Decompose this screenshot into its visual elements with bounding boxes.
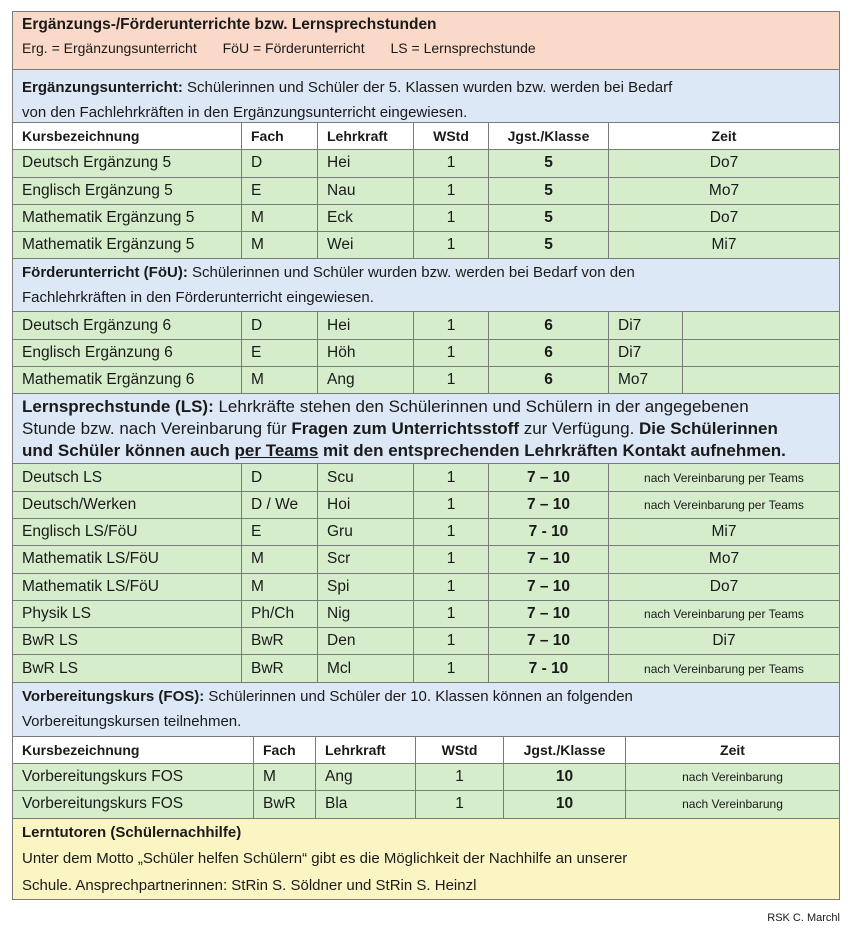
cell-wstd: 1 (414, 464, 489, 490)
fos-label: Vorbereitungskurs (FOS): (22, 687, 205, 705)
cell-fach: BwR (242, 628, 318, 654)
lern-text-2: Stunde bzw. nach Vereinbarung für (22, 419, 292, 439)
cell-empty (683, 312, 839, 338)
cell-fach: M (242, 205, 318, 231)
cell-fach: M (242, 367, 318, 393)
cell-lehrkraft: Eck (318, 205, 414, 231)
tutoren-title: Lerntutoren (Schülernachhilfe) (22, 823, 242, 841)
col-jgst: Jgst./Klasse (489, 123, 609, 149)
table-row (13, 574, 839, 601)
cell-zeit: nach Vereinbarung (682, 797, 783, 812)
cell-zeit: Di7 (609, 312, 683, 338)
tutoren-text-2: Schule. Ansprechpartnerinnen: StRin S. Söldner und StRin S. Heinzl (22, 876, 477, 894)
cell-jgst: 10 (504, 791, 626, 817)
foerder-text-1: Schülerinnen und Schüler wurden bzw. werden bei Bedarf von den (187, 264, 635, 282)
cell-fach: BwR (254, 791, 316, 817)
lern-rows (13, 464, 839, 682)
col-lehrkraft: Lehrkraft (318, 123, 414, 149)
cell-jgst: 7 – 10 (489, 601, 609, 627)
cell-zeit: Do7 (709, 154, 739, 172)
cell-jgst: 6 (489, 340, 609, 366)
lern-text-3a: und Schüler können auch (22, 441, 235, 461)
cell-wstd: 1 (414, 519, 489, 545)
cell-wstd: 1 (414, 628, 489, 654)
lern-text-2-bold: Fragen zum Unterrichtsstoff (291, 419, 519, 439)
cell-wstd: 1 (414, 178, 489, 204)
cell-wstd: 1 (414, 574, 489, 600)
table-row (13, 628, 839, 655)
cell-kurs: Mathematik Ergänzung 6 (13, 367, 242, 393)
cell-lehrkraft: Gru (318, 519, 414, 545)
cell-wstd: 1 (416, 764, 504, 790)
table-row (13, 791, 839, 818)
cell-lehrkraft: Mcl (318, 655, 414, 681)
cell-jgst: 6 (489, 367, 609, 393)
cell-zeit: Mi7 (711, 523, 737, 541)
cell-wstd: 1 (414, 601, 489, 627)
cell-wstd: 1 (414, 655, 489, 681)
col-fach-2: Fach (254, 737, 316, 763)
cell-lehrkraft: Ang (318, 367, 414, 393)
cell-jgst: 7 – 10 (489, 492, 609, 518)
table-row (13, 519, 839, 546)
cell-kurs: Deutsch LS (13, 464, 242, 490)
cell-fach: M (242, 232, 318, 258)
cell-kurs: Deutsch Ergänzung 6 (13, 312, 242, 338)
fos-text-2: Vorbereitungskursen teilnehmen. (22, 712, 242, 730)
col-wstd-2: WStd (416, 737, 504, 763)
cell-kurs: Vorbereitungskurs FOS (13, 764, 254, 790)
cell-empty (683, 340, 839, 366)
cell-fach: M (254, 764, 316, 790)
cell-wstd: 1 (414, 340, 489, 366)
cell-lehrkraft: Nig (318, 601, 414, 627)
cell-lehrkraft: Hei (318, 150, 414, 176)
cell-jgst: 7 – 10 (489, 574, 609, 600)
cell-zeit: nach Vereinbarung per Teams (644, 607, 804, 621)
cell-zeit: Di7 (609, 340, 683, 366)
cell-fach: Ph/Ch (242, 601, 318, 627)
cell-jgst: 5 (489, 178, 609, 204)
cell-lehrkraft: Den (318, 628, 414, 654)
cell-fach: E (242, 340, 318, 366)
col-fach: Fach (242, 123, 318, 149)
cell-kurs: Mathematik LS/FöU (13, 574, 242, 600)
lern-text-1: Lehrkräfte stehen den Schülerinnen und Schülern in der angegebenen (213, 397, 749, 417)
cell-wstd: 1 (414, 232, 489, 258)
cell-wstd: 1 (414, 205, 489, 231)
cell-lehrkraft: Ang (316, 764, 416, 790)
ergaenzung-rows (13, 150, 839, 259)
cell-zeit: nach Vereinbarung per Teams (644, 661, 804, 676)
cell-wstd: 1 (416, 791, 504, 817)
cell-fach: D (242, 464, 318, 490)
cell-fach: M (242, 574, 318, 600)
cell-zeit: Mi7 (711, 236, 737, 254)
cell-lehrkraft: Wei (318, 232, 414, 258)
ergaenzung-description (13, 70, 839, 123)
cell-lehrkraft: Scr (318, 546, 414, 572)
fos-text-1: Schülerinnen und Schüler der 10. Klassen können an folgenden (204, 687, 633, 705)
lern-text-2c: zur Verfügung. (519, 419, 640, 439)
col-lehrkraft-2: Lehrkraft (316, 737, 416, 763)
cell-jgst: 5 (489, 150, 609, 176)
lern-description (13, 394, 839, 464)
table-row (13, 205, 839, 232)
legend-foeu: FöU = Förderunterricht (222, 40, 365, 56)
lern-label: Lernsprechstunde (LS): (22, 397, 214, 417)
cell-fach: E (242, 178, 318, 204)
table-row (13, 150, 839, 177)
cell-wstd: 1 (414, 546, 489, 572)
cell-lehrkraft: Bla (316, 791, 416, 817)
col-kurs: Kursbezeichnung (13, 123, 242, 149)
foerder-text-2: Fachlehrkräften in den Förderunterricht eingewiesen. (22, 289, 374, 307)
table-row (13, 492, 839, 519)
cell-fach: M (242, 546, 318, 572)
col-jgst-2: Jgst./Klasse (504, 737, 626, 763)
legend-ls: LS = Lernsprechstunde (390, 40, 536, 56)
cell-kurs: Mathematik Ergänzung 5 (13, 205, 242, 231)
table-row (13, 367, 839, 394)
cell-jgst: 7 - 10 (489, 519, 609, 545)
cell-zeit: Di7 (712, 632, 736, 650)
cell-kurs: Englisch Ergänzung 5 (13, 178, 242, 204)
table-row (13, 340, 839, 367)
col-wstd: WStd (414, 123, 489, 149)
cell-kurs: Mathematik Ergänzung 5 (13, 232, 242, 258)
cell-lehrkraft: Hei (318, 312, 414, 338)
cell-zeit: nach Vereinbarung (682, 770, 783, 785)
page-title: Ergänzungs-/Förderunterrichte bzw. Lernsprechstunden (22, 16, 437, 33)
cell-kurs: Physik LS (13, 601, 242, 627)
header-block (13, 12, 839, 70)
table-header-2 (13, 737, 839, 764)
col-zeit-2: Zeit (720, 741, 745, 758)
cell-lehrkraft: Höh (318, 340, 414, 366)
cell-jgst: 6 (489, 312, 609, 338)
col-zeit: Zeit (711, 128, 737, 145)
cell-kurs: Englisch Ergänzung 6 (13, 340, 242, 366)
lern-text-3b: mit den entsprechenden Lehrkräften Kontakt aufnehmen. (318, 441, 786, 461)
cell-jgst: 7 – 10 (489, 546, 609, 572)
table-row (13, 601, 839, 628)
table-row (13, 178, 839, 205)
cell-fach: BwR (242, 655, 318, 681)
cell-zeit: Do7 (709, 209, 739, 227)
foerder-rows (13, 312, 839, 394)
foerder-label: Förderunterricht (FöU): (22, 264, 188, 282)
cell-jgst: 5 (489, 232, 609, 258)
cell-jgst: 7 – 10 (489, 464, 609, 490)
cell-kurs: Englisch LS/FöU (13, 519, 242, 545)
cell-fach: D (242, 150, 318, 176)
table-row (13, 312, 839, 339)
ergaenzung-label: Ergänzungsunterricht: (22, 79, 183, 96)
schedule-sheet (12, 11, 840, 900)
cell-kurs: Mathematik LS/FöU (13, 546, 242, 572)
cell-kurs: Deutsch/Werken (13, 492, 242, 518)
tutoren-text-1: Unter dem Motto „Schüler helfen Schülern“ gibt es die Möglichkeit der Nachhilfe an unserer (22, 850, 628, 868)
cell-zeit: Mo7 (708, 181, 740, 199)
lern-text-3-teams: per Teams (234, 441, 319, 461)
cell-lehrkraft: Hoi (318, 492, 414, 518)
table-row (13, 764, 839, 791)
cell-wstd: 1 (414, 492, 489, 518)
cell-jgst: 10 (504, 764, 626, 790)
cell-jgst: 7 - 10 (489, 655, 609, 681)
cell-jgst: 7 – 10 (489, 628, 609, 654)
cell-kurs: Vorbereitungskurs FOS (13, 791, 254, 817)
cell-lehrkraft: Spi (318, 574, 414, 600)
tutoren-block (13, 819, 839, 899)
legend-erg: Erg. = Ergänzungsunterricht (22, 40, 197, 56)
table-row (13, 232, 839, 259)
lern-text-2-bold-2: Die Schülerinnen (639, 419, 778, 439)
table-row (13, 655, 839, 682)
cell-kurs: BwR LS (13, 628, 242, 654)
foerder-description (13, 259, 839, 312)
cell-fach: E (242, 519, 318, 545)
cell-zeit: Mo7 (609, 367, 683, 393)
cell-zeit: Mo7 (708, 550, 740, 568)
cell-wstd: 1 (414, 367, 489, 393)
cell-lehrkraft: Nau (318, 178, 414, 204)
fos-description (13, 683, 839, 737)
cell-empty (683, 367, 839, 393)
table-row (13, 464, 839, 491)
col-kurs-2: Kursbezeichnung (13, 737, 254, 763)
legend (13, 37, 839, 69)
table-header-1 (13, 123, 839, 150)
cell-kurs: BwR LS (13, 655, 242, 681)
fos-rows (13, 764, 839, 819)
cell-jgst: 5 (489, 205, 609, 231)
cell-fach: D (242, 312, 318, 338)
cell-zeit: nach Vereinbarung per Teams (644, 497, 804, 512)
cell-zeit: nach Vereinbarung per Teams (644, 470, 804, 485)
footer-credit: RSK C. Marchl (767, 912, 840, 924)
ergaenzung-text-2: von den Fachlehrkräften in den Ergänzungsunterricht eingewiesen. (22, 104, 468, 121)
cell-lehrkraft: Scu (318, 464, 414, 490)
cell-zeit: Do7 (709, 577, 739, 595)
cell-fach: D / We (242, 492, 318, 518)
cell-wstd: 1 (414, 150, 489, 176)
cell-kurs: Deutsch Ergänzung 5 (13, 150, 242, 176)
ergaenzung-text-1: Schülerinnen und Schüler der 5. Klassen wurden bzw. werden bei Bedarf (182, 79, 673, 96)
table-row (13, 546, 839, 573)
cell-wstd: 1 (414, 312, 489, 338)
